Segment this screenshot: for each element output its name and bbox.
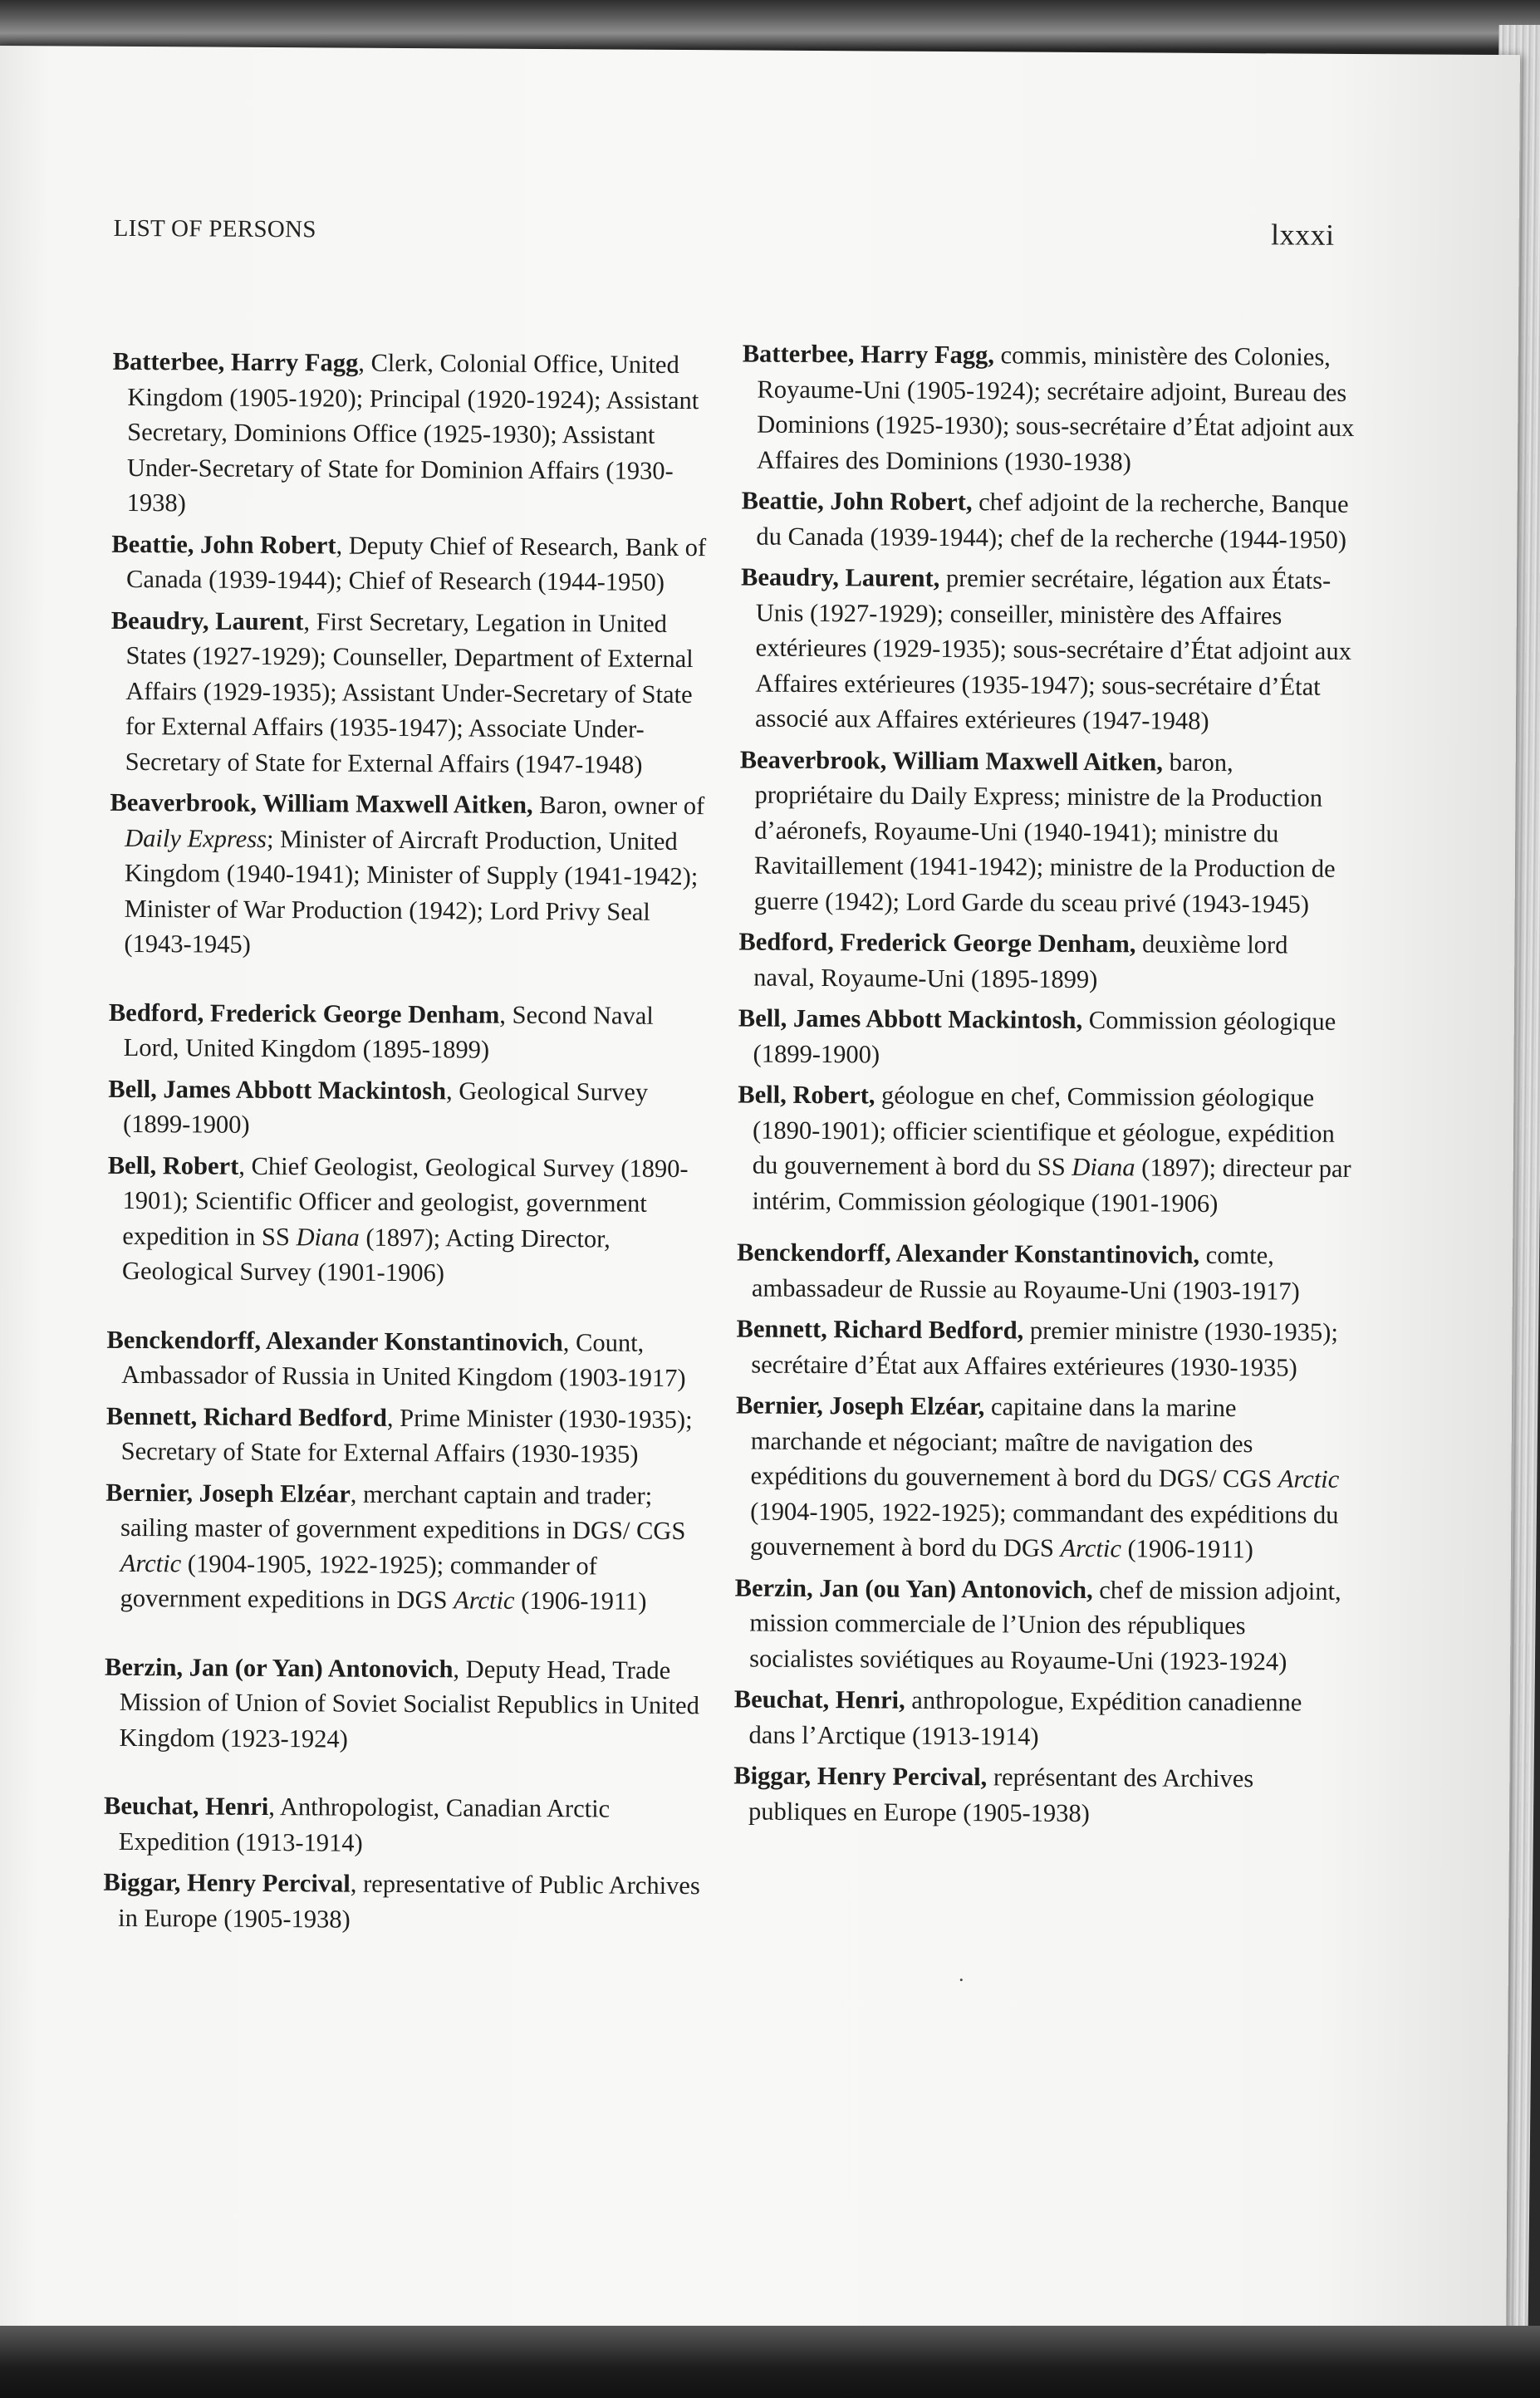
person-description: représentant des Archives publiques en Europe (1905-1938) [748, 1763, 1254, 1827]
person-description: Deputy Chief of Research, Bank of Canada (1939-1944); Chief of Research (1944-1950) [125, 531, 707, 596]
person-name: Beuchat, Henri [103, 1791, 269, 1822]
english-entry [112, 344, 719, 524]
person-description: comte, ambassadeur de Russie au Royaume-Uni (1903-1917) [751, 1240, 1300, 1306]
french-entry [735, 1387, 1351, 1567]
person-description: merchant captain and trader; sailing master of government expeditions in DGS/ CGS [120, 1479, 686, 1546]
person-name: Bennett, Richard Bedford, [736, 1314, 1024, 1345]
person-description: Prime Minister (1930-1935); Secretary of State for External Affairs (1930-1935) [120, 1403, 693, 1469]
french-entry [739, 742, 1355, 922]
person-description: representative of Public Archives in Europe (1905-1938) [118, 1869, 700, 1934]
page-number: lxxxi [1271, 218, 1335, 252]
french-entry [738, 924, 1354, 998]
person-name: Biggar, Henry Percival [103, 1867, 351, 1898]
person-name: Bennett, Richard Bedford [105, 1401, 388, 1432]
person-description: baron, propriétaire du Daily Express; ministre de la Production d’aéronefs, Royaume-Uni (1940-1941); ministre du Ravitaillement (1941-1942); ministre de la Production de guerre (1942); Lord Garde du sceau privé (1943-1945) [753, 748, 1336, 919]
separator: , [499, 1000, 513, 1029]
italic-title: Arctic [454, 1586, 515, 1615]
page-header [113, 215, 1334, 264]
italic-title: Arctic [120, 1548, 182, 1577]
english-entry [106, 1322, 714, 1395]
french-entry [741, 483, 1356, 557]
person-description: Second Naval Lord, United Kingdom (1895-1899) [123, 1000, 654, 1064]
english-entry [107, 1147, 714, 1292]
english-entry [105, 1474, 712, 1619]
person-description-cont: (1897); Acting Director, Geological Survey (1901-1906) [121, 1223, 611, 1287]
separator: , [350, 1479, 364, 1508]
separator: , [453, 1654, 466, 1683]
person-name: Bernier, Joseph Elzéar, [735, 1390, 985, 1421]
english-entry [111, 526, 719, 600]
person-description: Geological Survey (1899-1900) [122, 1076, 649, 1139]
french-entry [737, 1234, 1352, 1309]
person-description: chef adjoint de la recherche, Banque du Canada (1939-1944); chef de la recherche (1944-1950) [756, 488, 1349, 554]
person-name: Beaverbrook, William Maxwell Aitken, [110, 787, 533, 819]
person-description: géologue en chef, Commission géologique (1890-1901); officier scientifique et géologue, expédition du gouvernement à bord du SS [752, 1081, 1335, 1181]
italic-title: Diana [296, 1222, 360, 1252]
person-description: First Secretary, Legation in United States (1927-1929); Counseller, Department of External Affairs (1929-1935); Assistant Under-Secretary of State for External Affairs (1935-1947); Associate Under-Secretary of State for External Affairs (1947-1948) [125, 606, 694, 779]
person-name: Berzin, Jan (or Yan) Antonovich [104, 1652, 454, 1683]
person-description-cont: (1904-1905, 1922-1925); commander of government expeditions in DGS [120, 1548, 597, 1615]
person-name: Beattie, John Robert [111, 529, 336, 559]
person-description-cont: ; Minister of Aircraft Production, United Kingdom (1940-1941); Minister of Supply (1941-1942); Minister of War Production (1942); Lord Privy Seal (1943-1945) [124, 824, 699, 959]
person-description: capitaine dans la marine marchande et négociant; maître de navigation des expéditions du gouvernement à bord du DGS/ CGS [750, 1392, 1278, 1493]
french-column [733, 299, 1357, 1832]
french-entry [740, 559, 1356, 739]
person-description-cont: (1906-1911) [1121, 1534, 1253, 1564]
separator: , [358, 348, 371, 377]
italic-title: Diana [1072, 1152, 1135, 1182]
separator [533, 791, 540, 819]
separator: , [238, 1151, 252, 1180]
person-name: Batterbee, Harry Fagg, [742, 339, 995, 370]
person-description-cont: (1904-1905, 1922-1925); commandant des expéditions du gouvernement à bord du DGS [749, 1497, 1339, 1562]
person-name: Benckendorff, Alexander Konstantinovich, [737, 1238, 1200, 1269]
person-name: Bedford, Frederick George Denham [108, 998, 500, 1029]
separator: , [562, 1327, 576, 1356]
french-entry [736, 1311, 1351, 1385]
person-description-cont: (1906-1911) [514, 1586, 647, 1616]
person-description: premier secrétaire, légation aux États-Unis (1927-1929); conseiller, ministère des Affaires extérieures (1929-1935); sous-secrétaire d’État adjoint aux Affaires extérieures (1935-1947); sous-secrétaire d’État associé aux Affaires extérieures (1947-1948) [754, 563, 1352, 735]
person-description: Commission géologique (1899-1900) [753, 1006, 1336, 1068]
french-entry [733, 1758, 1349, 1832]
english-entry [103, 1865, 710, 1939]
french-entry [733, 1681, 1349, 1756]
separator: , [350, 1869, 364, 1898]
person-description: premier ministre (1930-1935); secrétaire d’État aux Affaires extérieures (1930-1935) [751, 1316, 1338, 1382]
person-name: Beaudry, Laurent, [741, 562, 940, 592]
running-head: LIST OF PERSONS [113, 214, 316, 243]
person-description: deuxième lord naval, Royaume-Uni (1895-1899) [753, 929, 1288, 993]
person-description: Chief Geologist, Geological Survey (1890-1901); Scientific Officer and geologist, government expedition in SS [122, 1151, 689, 1251]
italic-title: Arctic [1278, 1464, 1340, 1493]
english-entry [106, 1398, 714, 1472]
person-description-cont: (1897); directeur par intérim, Commission géologique (1901-1906) [752, 1153, 1351, 1218]
french-entry [737, 1076, 1352, 1222]
person-name: Bell, James Abbott Mackintosh, [738, 1003, 1083, 1034]
person-name: Benckendorff, Alexander Konstantinovich [106, 1325, 563, 1356]
person-description: Anthropologist, Canadian Arctic Expedition (1913-1914) [118, 1792, 611, 1857]
person-description: Clerk, Colonial Office, United Kingdom (1905-1920); Principal (1920-1924); Assistant Secretary, Dominions Office (1925-1930); Assistant Under-Secretary of State for Dominion Affairs (1930-1938) [126, 348, 699, 517]
english-entry [104, 1788, 711, 1862]
person-name: Beaudry, Laurent [110, 606, 304, 635]
italic-title: Daily Express [125, 823, 267, 853]
separator: , [336, 530, 349, 560]
french-entry [734, 1570, 1350, 1680]
separator: , [386, 1403, 400, 1432]
separator: , [268, 1792, 280, 1822]
person-name: Bell, James Abbott Mackintosh [108, 1074, 447, 1105]
french-entry [742, 336, 1357, 481]
person-description: anthropologue, Expédition canadienne dans l’Arctique (1913-1914) [748, 1685, 1302, 1751]
person-description: chef de mission adjoint, mission commerciale de l’Union des républiques socialistes soviétiques au Royaume-Uni (1923-1924) [749, 1575, 1341, 1676]
english-entry [104, 1649, 711, 1758]
separator: , [445, 1076, 459, 1105]
person-description: Count, Ambassador of Russia in United Kingdom (1903-1917) [121, 1327, 686, 1393]
person-name: Bell, Robert, [738, 1080, 875, 1110]
person-name: Biggar, Henry Percival, [733, 1761, 988, 1792]
italic-title: Arctic [1060, 1533, 1122, 1563]
person-name: Beuchat, Henri, [733, 1684, 905, 1714]
english-entry [109, 994, 716, 1068]
person-name: Bell, Robert [107, 1150, 239, 1180]
stray-mark [960, 1979, 963, 1981]
english-entry [110, 602, 718, 782]
person-name: Batterbee, Harry Fagg [112, 346, 359, 377]
separator [875, 1081, 881, 1109]
person-name: Bedford, Frederick George Denham, [738, 927, 1136, 959]
french-entry [738, 1000, 1353, 1075]
bottom-shadow [0, 2326, 1540, 2398]
person-name: Bernier, Joseph Elzéar [105, 1478, 351, 1508]
person-name: Berzin, Jan (ou Yan) Antonovich, [734, 1572, 1093, 1604]
person-description: Baron, owner of [539, 790, 705, 821]
person-description: commis, ministère des Colonies, Royaume-Uni (1905-1924); secrétaire adjoint, Bureau des Dominions (1925-1930); sous-secrétaire d’État adjoint aux Affaires des Dominions (1930-1938) [756, 341, 1355, 476]
separator: , [303, 606, 316, 635]
page [0, 46, 1520, 2368]
english-column [103, 296, 719, 1939]
person-description: Deputy Head, Trade Mission of Union of Soviet Socialist Republics in United Kingdom (1923-1924) [119, 1654, 700, 1753]
english-entry [109, 785, 716, 965]
person-name: Beaverbrook, William Maxwell Aitken, [739, 744, 1164, 777]
english-entry [108, 1071, 715, 1145]
person-name: Beattie, John Robert, [741, 486, 973, 517]
